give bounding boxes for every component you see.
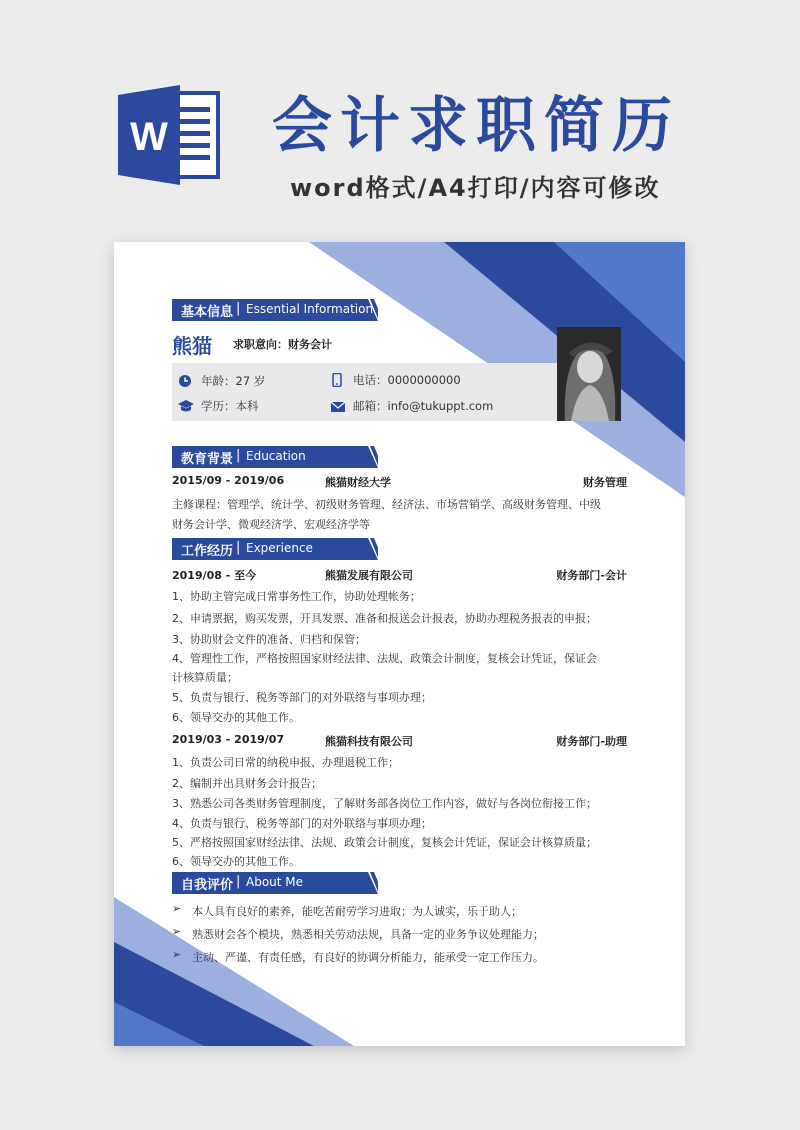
job-duty: 6、领导交办的其他工作。 — [172, 855, 300, 868]
arrow-bullet-icon: ➢ — [172, 902, 182, 915]
section-title-cn: 自我评价 — [181, 878, 234, 893]
section-title-en: About Me — [246, 875, 304, 889]
resume-page: 基本信息 | Essential Information 熊猫 求职意向：财务会计 年龄：27 岁 电话：0000000000 学历：本科 邮箱：info@tukuppt.com 教育背景 | Education 2015/09 - 2019/06 熊猫财经大学 财务管理 主修课程：管理学、统计学、初级财务管理、经济法、市场营销学、高级财务管理、中级 财务会计学、微观经济学、宏观经济学等 工作经历 | Experience 2019/08 - 至今 熊猫发展有限公司 财务部门-会计 1、协助主管完成日常事务性工作，协助处理帐务； 2、申请票据，购买发票，开具发票、准备和报送会计报表，协助办理税务报表的申报； 3、协助财会文件的准备、归档和保管； 4、管理性工作，严格按照国家财经法律、法规、政策会计制度，复核会计凭证，保证会 计核算质量； 5、负责与银行、税务等部门的对外联络与事项办理； 6、领导交办的其他工作。 2019/03 - 2019/07 熊猫科技有限公司 财务部门-助理 1、负责公司日常的纳税申报、办理退税工作； 2、编制并出具财务会计报告； 3、熟悉公司各类财务管理制度，了解财务部各岗位工作内容，做好与各岗位衔接工作； 4、负责与银行、税务等部门的对外联络与事项办理； 5、严格按照国家财经法律、法规、政策会计制度，复核会计凭证，保证会计核算质量； 6、领导交办的其他工作。 自我评价 | About Me ➢ 本人具有良好的素养，能吃苦耐劳学习进取；为人诚实，乐于助人； ➢ 熟悉财会各个模块，熟悉相关劳动法规，具备一定的业务争议处理能力； ➢ 主动、严谨、有责任感，有良好的协调分析能力，能承受一定工作压力。 — [114, 242, 685, 1046]
candidate-name: 熊猫 — [172, 334, 212, 358]
phone-text: 电话：0000000000 — [353, 373, 461, 387]
job-intent: 求职意向：财务会计 — [233, 338, 332, 351]
age-text: 年龄：27 岁 — [201, 374, 266, 388]
job-duty: 6、领导交办的其他工作。 — [172, 711, 300, 724]
job-duty: 1、负责公司日常的纳税申报、办理退税工作； — [172, 756, 399, 769]
section-title-cn: 工作经历 — [181, 544, 234, 559]
job-duty: 2、申请票据，购买发票，开具发票、准备和报送会计报表，协助办理税务报表的申报； — [172, 612, 597, 625]
banner-title: 会计求职简历 — [272, 91, 680, 161]
contact-info-box — [172, 363, 557, 421]
word-doc-icon — [118, 85, 224, 185]
job-duty: 4、负责与银行、税务等部门的对外联络与事项办理； — [172, 817, 432, 830]
clock-icon — [178, 374, 192, 388]
section-header-experience: 工作经历 | Experience — [172, 538, 378, 560]
job-duty: 3、协助财会文件的准备、归档和保管； — [172, 633, 366, 646]
section-title-cn: 教育背景 — [181, 452, 234, 467]
job-duty: 4、管理性工作，严格按照国家财经法律、法规、政策会计制度，复核会计凭证，保证会 — [172, 652, 597, 665]
word-icon-letter: W — [130, 115, 168, 159]
edu-courses-line: 主修课程：管理学、统计学、初级财务管理、经济法、市场营销学、高级财务管理、中级 — [172, 498, 601, 511]
edu-school: 熊猫财经大学 — [325, 476, 391, 489]
job-company: 熊猫发展有限公司 — [325, 569, 413, 582]
email-text: 邮箱：info@tukuppt.com — [353, 399, 494, 413]
edu-courses-line: 财务会计学、微观经济学、宏观经济学等 — [172, 518, 370, 531]
job-period: 2019/08 - 至今 — [172, 569, 257, 582]
education-text: 学历：本科 — [201, 399, 259, 413]
job-role: 财务部门-助理 — [556, 735, 627, 748]
job-company: 熊猫科技有限公司 — [325, 735, 413, 748]
edu-major: 财务管理 — [583, 476, 627, 489]
profile-photo — [557, 327, 621, 421]
job-role: 财务部门-会计 — [556, 569, 627, 582]
job-duty: 3、熟悉公司各类财务管理制度，了解财务部各岗位工作内容，做好与各岗位衔接工作； — [172, 797, 597, 810]
section-title-en: Experience — [246, 541, 313, 555]
job-duty: 1、协助主管完成日常事务性工作，协助处理帐务； — [172, 590, 421, 603]
edu-period: 2015/09 - 2019/06 — [172, 474, 285, 487]
arrow-bullet-icon: ➢ — [172, 925, 182, 938]
section-title-en: Essential Information — [246, 302, 374, 316]
section-header-about: 自我评价 | About Me — [172, 872, 378, 894]
section-title-en: Education — [246, 449, 306, 463]
job-duty: 计核算质量； — [172, 671, 238, 684]
job-duty: 5、严格按照国家财经法律、法规、政策会计制度，复核会计凭证，保证会计核算质量； — [172, 836, 597, 849]
job-duty: 2、编制并出具财务会计报告； — [172, 777, 322, 790]
section-header-basic: 基本信息 | Essential Information — [172, 299, 378, 321]
arrow-bullet-icon: ➢ — [172, 948, 182, 961]
phone-icon — [330, 373, 344, 387]
banner-subtitle: word格式/A4打印/内容可修改 — [290, 174, 661, 202]
graduation-cap-icon — [178, 399, 194, 413]
mail-icon — [330, 399, 346, 413]
section-title-cn: 基本信息 — [181, 305, 234, 320]
job-duty: 5、负责与银行、税务等部门的对外联络与事项办理； — [172, 691, 432, 704]
section-header-education: 教育背景 | Education — [172, 446, 378, 468]
job-period: 2019/03 - 2019/07 — [172, 733, 285, 746]
